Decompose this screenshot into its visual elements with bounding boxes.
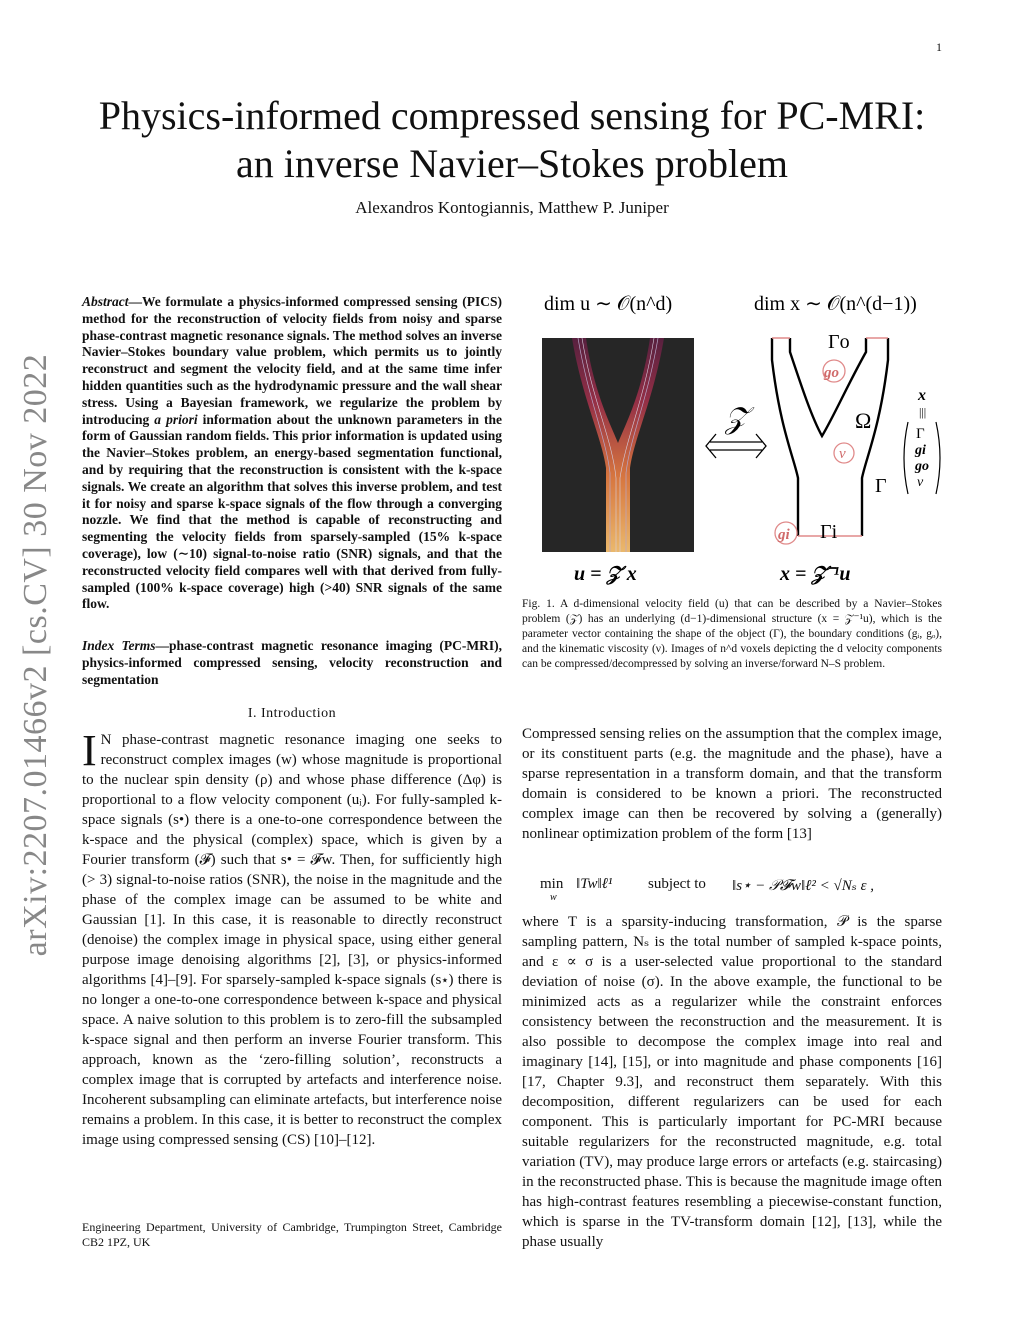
index-terms [82, 638, 502, 688]
vector-paren-left [904, 422, 908, 494]
section-heading-introduction: I. Introduction [247, 706, 337, 721]
abstract-text-1: —We formulate a physics-informed compressed sensing (PICS) method for the reconstruction of velocity fields from noisy and sparse phase-contrast magnetic resonance signals. The method solves an inverse Navier–Stokes boundary value problem, which permits us to jointly reconstruct and segment the velocity field, and at the same time infer hidden quantities such as the hydrodynamic pressure and the wall shear stress. Using a Bayesian framework, we regularize the problem by introducing [82, 294, 502, 427]
figure-1-graphic [522, 288, 942, 588]
affiliation-footnote: Engineering Department, University of Cambridge, Trumpington Street, Cambridge CB2 1PZ, UK [82, 1220, 502, 1249]
paper-title [60, 92, 964, 188]
introduction-paragraph [82, 726, 502, 1150]
title-line-2: an inverse Navier–Stokes problem [235, 141, 789, 186]
equation-min: min [540, 876, 564, 892]
title-line-1: Physics-informed compressed sensing for PC-MRI: [98, 93, 926, 138]
abstract-text-2: information about the unknown parameters in the form of Gaussian random fields. This prior information is updated using the Navier–Stokes problem, an energy-based segmentation functional, and by requiring that the reconstruction is consistent with the k-space signals. We create an algorithm that solves this inverse problem, and test it for noisy and sparse k-space signals of the flow through a converging nozzle. We find that the method is capable of reconstructing and segmenting the velocity fields from sparsely-sampled (15% k-space coverage), low (∼10) signal-to-noise ratio (SNR) signals, and that the reconstructed velocity field compares well with that derived from fully-sampled (100% k-space coverage) high (>40) SNR signals of the same flow. [82, 411, 502, 612]
vector-entry-gamma: Γ [916, 426, 925, 442]
index-terms-text: —phase-contrast magnetic resonance imaging (PC-MRI), physics-informed compressed sensing, velocity reconstruction and segmentation [82, 638, 502, 687]
figure-1 [522, 288, 942, 588]
equation-objective: ‖Tw‖ℓ¹ [576, 876, 613, 892]
label-omega: Ω [855, 408, 872, 433]
label-dim-x: dim x ∼ 𝒪(n^(d−1)) [754, 293, 917, 315]
equation-constraint: ‖s⋆ − 𝒫𝓕w‖ℓ² < √Nₛ ε , [732, 878, 874, 894]
nozzle-wall-right [862, 338, 888, 536]
vector-paren-right [936, 422, 940, 494]
equation-min-sub: w [550, 892, 557, 903]
label-u-equation: u = 𝒵 x [574, 563, 637, 585]
label-gamma-o: Γo [828, 331, 850, 353]
vector-equiv: ||| [919, 405, 927, 419]
label-x-equation: x = 𝒵⁻¹u [780, 563, 851, 585]
arxiv-id-text: arXiv:2207.01466v2 [cs.CV] 30 Nov 2022 [17, 353, 54, 957]
operator-z: 𝒵 [725, 402, 748, 435]
label-gamma-i: Γi [820, 521, 838, 543]
page-number: 1 [936, 40, 942, 54]
label-nu: ν [839, 446, 846, 462]
authors: Alexandros Kontogiannis, Matthew P. Juniper [355, 198, 669, 217]
vector-entry-g-i: gi [915, 443, 926, 458]
vector-entry-g-o: go [915, 459, 929, 474]
arxiv-identifier [10, 340, 62, 970]
label-g-i: gi [778, 527, 790, 543]
label-g-o: go [824, 365, 839, 381]
vector-x-symbol: x [918, 387, 926, 404]
introduction-text: N phase-contrast magnetic resonance imaging one seeks to reconstruct complex images (w) whose magnitude is proportional to the nuclear spin density (ρ) and whose phase difference (Δφ) is proportional to a flow velocity component (uᵢ). For fully-sampled k-space signals (s•) there is a one-to-one correspondence between the k-space and the physical (complex) space, which is given by a Fourier transform (𝓕) such that s• = 𝓕w. Then, for sufficiently high (> 3) signal-to-noise ratios (SNR), the noise in the magnitude and the phase of the complex image can be assumed to be white and Gaussian [1]. In this case, it is reasonable to directly reconstruct (denoise) the complex image in physical space, using either general purpose image denoising algorithms [2], [3], or physics-informed algorithms [4]–[9]. For sparsely-sampled k-space signals (s⋆) there is no longer a one-to-one correspondence between k-space and physical space. A naive solution to this problem is to zero-fill the subsampled k-space signal and then perform an inverse Fourier transform. This approach, known as the ‘zero-filling solution’, reconstructs a complex image that is corrupted by artefacts and interference noise. Incoherent subsampling can eliminate artefacts, but interference noise remains a problem. In this case, it is better to reconstruct the complex image using compressed sensing (CS) [10]–[12]. [82, 732, 502, 1148]
index-terms-label: Index Terms [82, 638, 156, 653]
figure-1-caption: Fig. 1. A d-dimensional velocity field (u) that can be described by a Navier–Stokes problem (𝒵) has an underlying (d−1)-dimensional structure (x = 𝒵⁻¹u), which is the parameter vector containing the shape of the object (Γ), the boundary conditions (gᵢ, gₒ), and the kinematic viscosity (ν). Images of n^d voxels depicting the d velocity components can be compressed/decompressed by solving an inverse/forward N–S problem. [522, 598, 942, 670]
abstract-label: Abstract [82, 294, 129, 309]
drop-cap: I [82, 726, 97, 775]
double-arrow-shaft [710, 442, 762, 450]
where-paragraph: where T is a sparsity-inducing transformation, 𝒫 is the sparse sampling pattern, Nₛ is the total number of sampled k-space points, and ε ∝ σ is a user-selected value proportional to the standard deviation of noise (σ). In the above example, the functional to be minimized acts as a regularizer while the constraint enforces consistency between the reconstruction and the measurement. It is also possible to decompose the complex image into real and imaginary [14], [15], or into magnitude and phase components [16] [17, Chapter 9.3], and reconstruct them separately. With this decomposition, different regularizers can be used for each component. This is particularly important for PC-MRI because suitable regularizers for the reconstructed magnitude, e.g. total variation (TV), may produce large errors or artefacts (e.g. staircasing) in the reconstructed phase. This is because the magnitude image often has high-contrast features resembling a piecewise-constant function, which is sparse in the TV-transform domain [12], [13], while the phase usually [522, 914, 942, 1250]
abstract-italic: a priori [154, 411, 198, 427]
label-dim-u: dim u ∼ 𝒪(n^d) [544, 293, 673, 315]
equation-subject-to: subject to [648, 876, 706, 892]
compressed-sensing-paragraph: Compressed sensing relies on the assumption that the complex image, or its constituent parts (e.g. the magnitude and the phase), have a sparse representation in a transform domain, and that the transform domain is considered to be known a priori. The reconstructed complex image can then be recovered by solving a (generally) nonlinear optimization problem of the form [13] [522, 726, 942, 842]
label-gamma: Γ [875, 475, 887, 497]
double-arrow-heads [706, 434, 766, 458]
optimization-equation [540, 876, 940, 903]
abstract [82, 294, 502, 613]
vector-entry-nu: ν [917, 475, 924, 490]
